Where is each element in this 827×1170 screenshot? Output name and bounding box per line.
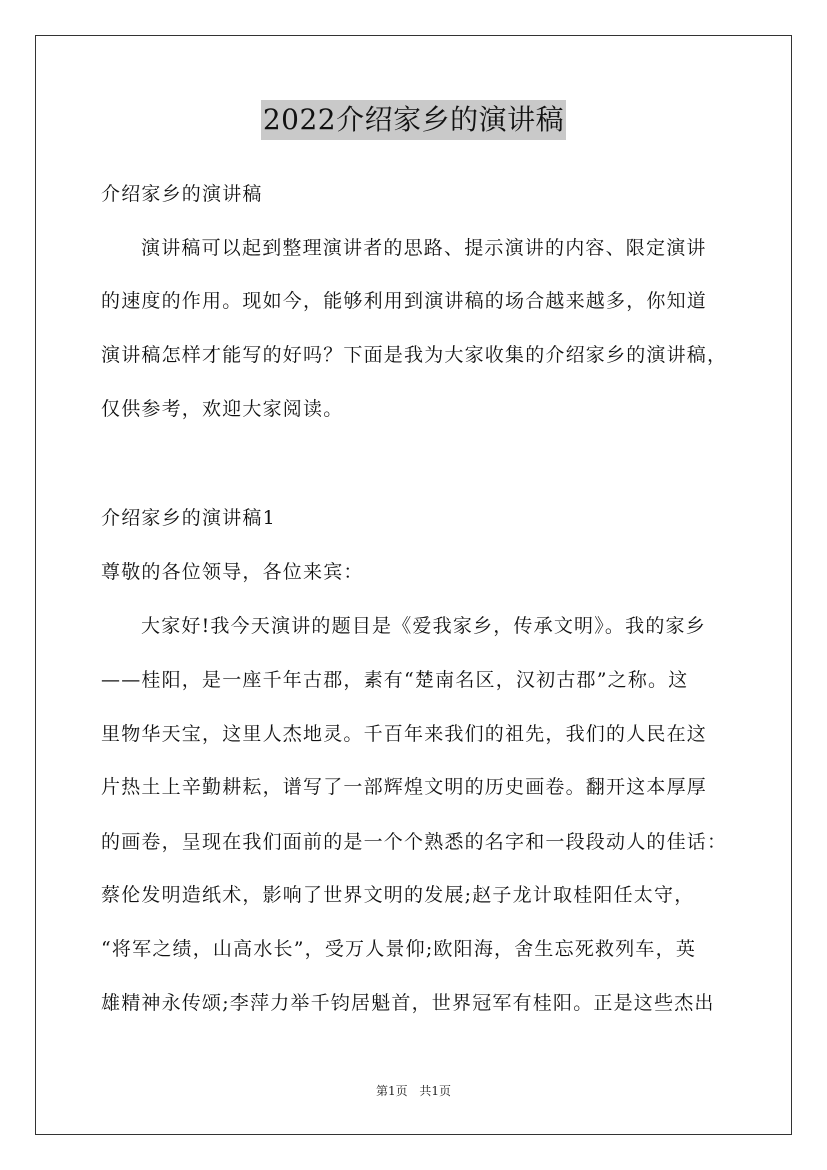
body-line-6: 蔡伦发明造纸术，影响了世界文明的发展;赵子龙计取桂阳任太守， [101,884,695,906]
body-line-4: 片热土上辛勤耕耘，谱写了一部辉煌文明的历史画卷。翻开这本厚厚 [101,776,708,798]
intro-line-3: 演讲稿怎样才能写的好吗？下面是我为大家收集的介绍家乡的演讲稿， [101,344,728,366]
title-container [0,100,827,140]
page-footer [0,1082,827,1099]
body-line-5: 的画卷，呈现在我们面前的是一个个熟悉的名字和一段段动人的佳话： [101,831,728,853]
page-total: 共1页 [419,1084,452,1098]
document-title: 2022介绍家乡的演讲稿 [261,100,566,140]
body-line-1: 大家好!我今天演讲的题目是《爱我家乡，传承文明》。我的家乡 [141,615,706,637]
body-line-2: ——桂阳，是一座千年古郡，素有“楚南名区，汉初古郡”之称。这 [101,669,689,691]
salutation: 尊敬的各位领导，各位来宾： [101,561,364,583]
intro-line-2: 的速度的作用。现如今，能够利用到演讲稿的场合越来越多，你知道 [101,290,708,312]
section-heading: 介绍家乡的演讲稿1 [101,507,276,529]
body-line-7: “将军之绩，山高水长”，受万人景仰;欧阳海，舍生忘死救列车，英 [101,938,697,960]
body-line-8: 雄精神永传颂;李萍力举千钧居魁首，世界冠军有桂阳。正是这些杰出 [101,992,715,1014]
body-line-3: 里物华天宝，这里人杰地灵。千百年来我们的祖先，我们的人民在这 [101,723,708,745]
intro-line-4: 仅供参考，欢迎大家阅读。 [101,398,344,420]
intro-line-1: 演讲稿可以起到整理演讲者的思路、提示演讲的内容、限定演讲 [141,237,707,259]
page-number: 第1页 [375,1084,408,1098]
subtitle: 介绍家乡的演讲稿 [101,183,263,205]
